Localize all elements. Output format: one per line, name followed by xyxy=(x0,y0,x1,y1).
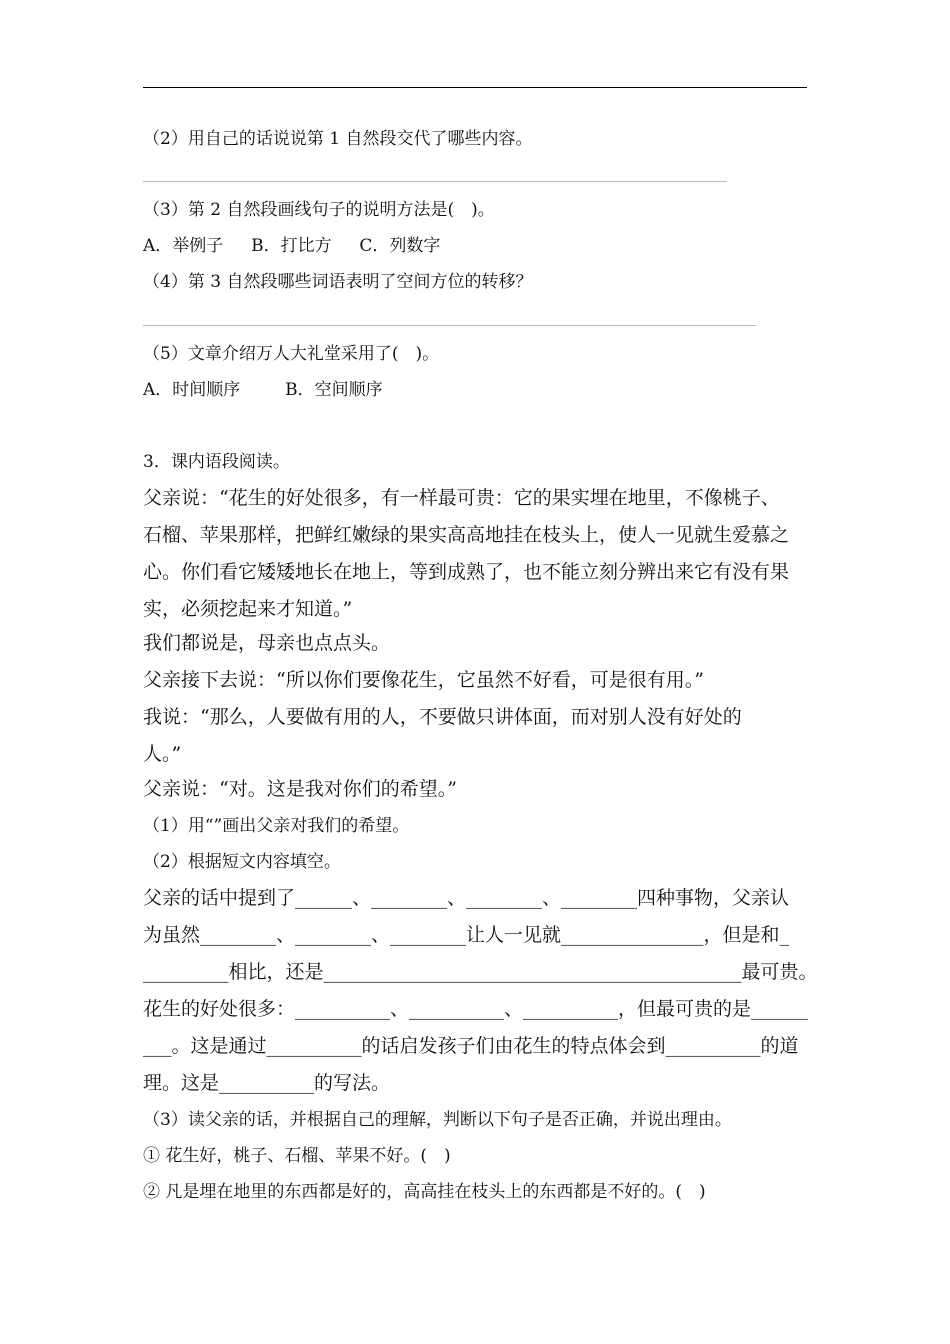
question-3-1: （1）用“”画出父亲对我们的希望。 xyxy=(143,816,410,836)
question-2-3: （3）第 2 自然段画线句子的说明方法是( )。 xyxy=(143,200,495,220)
question-2-4: （4）第 3 自然段哪些词语表明了空间方位的转移？ xyxy=(143,272,533,292)
passage-line: 实，必须挖起来才知道。” xyxy=(143,598,353,620)
passage-line: 父亲说：“花生的好处很多，有一样最可贵：它的果实埋在地里，不像桃子、 xyxy=(143,487,780,509)
fill-blank-line[interactable]: _________相比，还是____________________________________________最可贵。 xyxy=(143,961,818,983)
passage-line: 我说：“那么，人要做有用的人，不要做只讲体面，而对别人没有好处的 xyxy=(143,706,742,728)
passage-line: 心。你们看它矮矮地长在地上，等到成熟了，也不能立刻分辨出来它有没有果 xyxy=(143,561,790,583)
fill-blank-line[interactable]: 为虽然________、________、________让人一见就_______________，但是和_ xyxy=(143,924,790,946)
question-2-3-options: A．举例子 B．打比方 C．列数字 xyxy=(143,236,441,256)
passage-line: 父亲接下去说：“所以你们要像花生，它虽然不好看，可是很有用。” xyxy=(143,669,704,691)
fill-blank-line[interactable]: 父亲的话中提到了______、________、________、________四种事物，父亲认 xyxy=(143,887,790,909)
passage-line: 石榴、苹果那样，把鲜红嫩绿的果实高高地挂在枝头上，使人一见就生爱慕之 xyxy=(143,524,790,546)
question-2-5: （5）文章介绍万人大礼堂采用了( )。 xyxy=(143,344,440,364)
passage-line: 我们都说是，母亲也点点头。 xyxy=(143,632,391,654)
answer-line[interactable] xyxy=(143,181,727,182)
section-3-title: 3．课内语段阅读。 xyxy=(143,452,290,472)
header-rule xyxy=(143,87,807,88)
fill-blank-line[interactable]: ___。这是通过__________的话启发孩子们由花生的特点体会到__________的道 xyxy=(143,1035,799,1057)
passage-line: 父亲说：“对。这是我对你们的希望。” xyxy=(143,778,457,800)
fill-blank-line[interactable]: 花生的好处很多：__________、__________、__________，但最可贵的是______ xyxy=(143,998,809,1020)
question-3-3: （3）读父亲的话，并根据自己的理解，判断以下句子是否正确，并说出理由。 xyxy=(143,1110,732,1130)
question-2-2: （2）用自己的话说说第 1 自然段交代了哪些内容。 xyxy=(143,129,533,149)
judgement-item[interactable]: ① 花生好，桃子、石榴、苹果不好。( ) xyxy=(143,1146,451,1166)
question-2-5-options: A．时间顺序 B．空间顺序 xyxy=(143,380,383,400)
fill-blank-line[interactable]: 理。这是__________的写法。 xyxy=(143,1072,391,1094)
answer-line[interactable] xyxy=(143,325,756,326)
judgement-item[interactable]: ② 凡是埋在地里的东西都是好的，高高挂在枝头上的东西都是不好的。( ) xyxy=(143,1182,706,1202)
passage-line: 人。” xyxy=(143,743,182,765)
question-3-2: （2）根据短文内容填空。 xyxy=(143,852,341,872)
